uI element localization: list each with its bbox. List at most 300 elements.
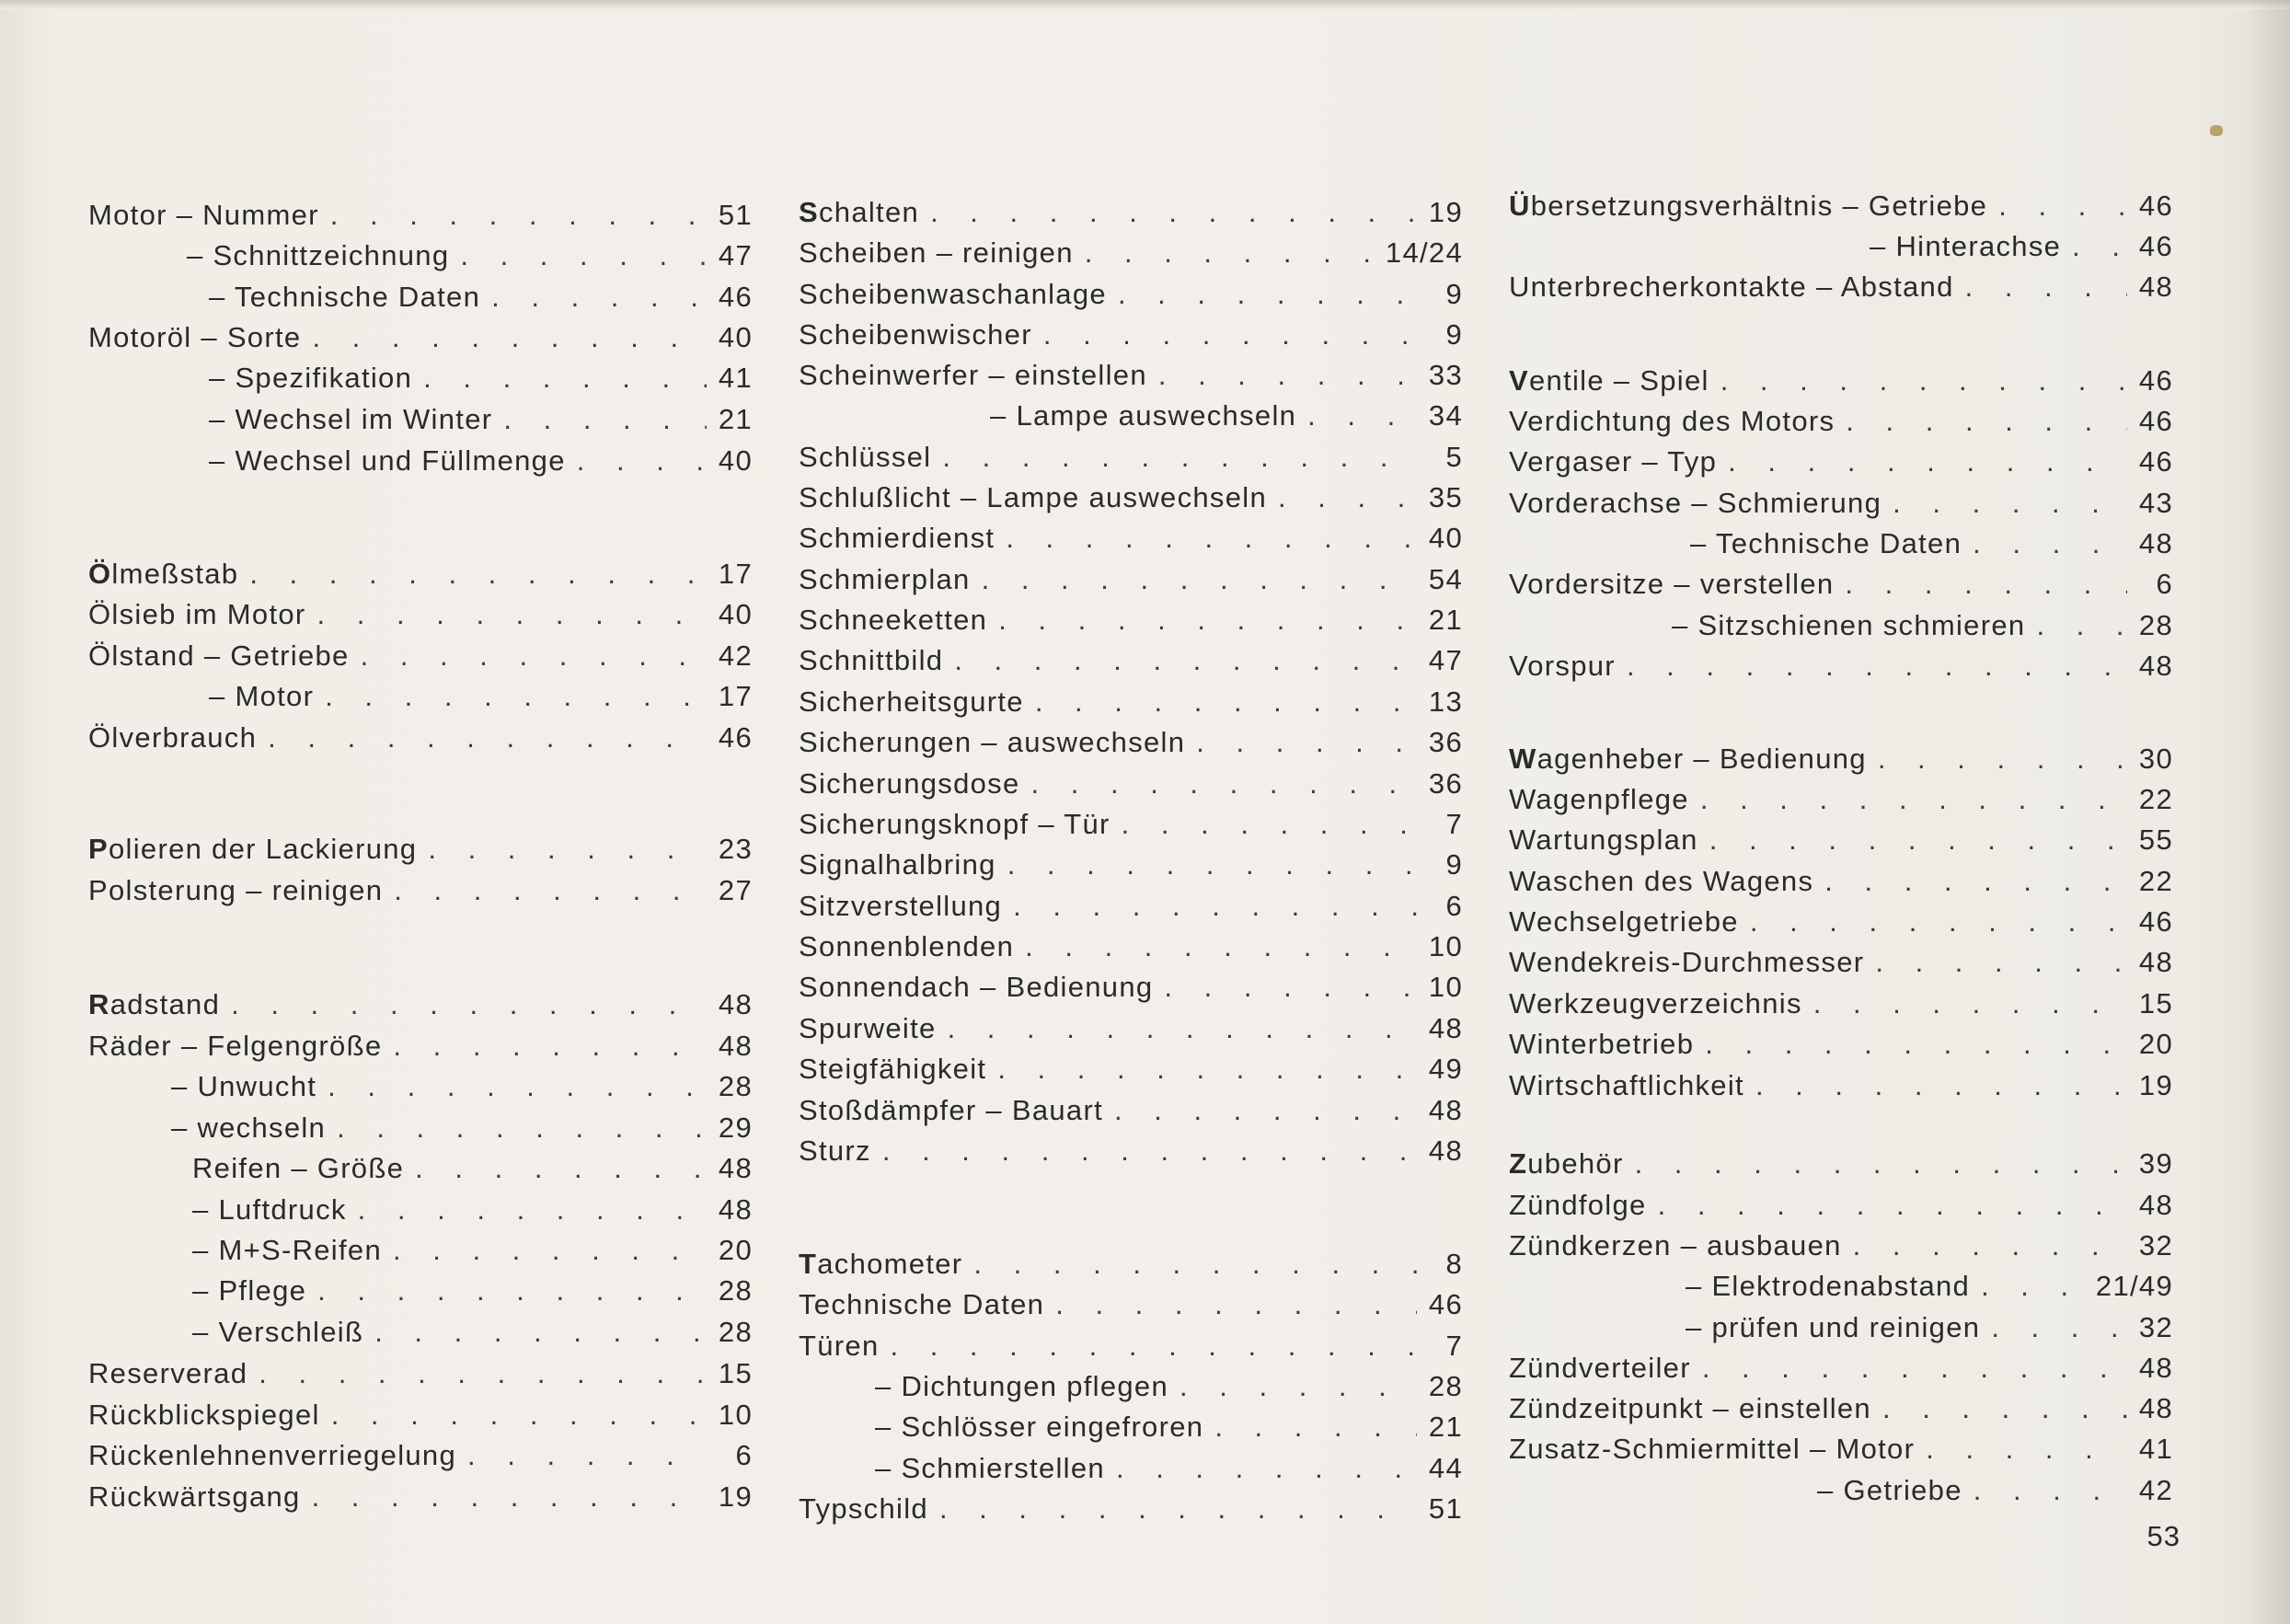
index-entry — [799, 1330, 1463, 1370]
index-entry-page: 48 — [2138, 1352, 2173, 1384]
dot-leader — [1991, 1311, 2127, 1344]
dot-leader — [1180, 1370, 1417, 1403]
index-entry-label — [88, 833, 417, 866]
index-entry-text: Rückblickspiegel — [88, 1399, 320, 1431]
index-entry-label — [192, 1234, 382, 1267]
index-entry-text: – Technische Daten — [209, 281, 481, 313]
index-entry-page: 39 — [2138, 1147, 2173, 1180]
index-entry-label — [187, 239, 449, 272]
index-entry-page: 47 — [1428, 644, 1463, 676]
index-letter-initial: S — [799, 196, 819, 228]
dot-leader — [1031, 767, 1417, 800]
index-entry-label — [1509, 824, 1698, 857]
index-entry-label — [1870, 230, 2061, 263]
index-entry-label — [1509, 568, 1834, 601]
index-entry-label — [88, 1357, 247, 1390]
index-entry-label — [88, 1439, 456, 1472]
index-entry-page: 40 — [718, 321, 753, 353]
index-entry-text: Schmierplan — [799, 563, 971, 595]
dot-leader — [393, 1030, 707, 1063]
index-entry-label — [799, 1012, 937, 1045]
index-entry-label — [799, 1248, 962, 1281]
index-entry-text: – Schmierstellen — [875, 1452, 1105, 1484]
index-entry-page: 46 — [718, 281, 753, 313]
index-entry — [990, 399, 1463, 440]
index-entry-page: 40 — [718, 598, 753, 630]
index-entry — [1686, 1270, 2173, 1310]
dot-leader — [954, 644, 1417, 677]
dot-leader — [325, 680, 707, 713]
index-entry-page: 32 — [2138, 1229, 2173, 1261]
dot-leader — [1853, 1229, 2127, 1262]
index-entry-page: 46 — [2138, 445, 2173, 478]
index-entry-text: Ölstand – Getriebe — [88, 639, 350, 672]
index-entry-page: 36 — [1428, 767, 1463, 800]
index-entry-text: – Technische Daten — [1690, 527, 1962, 559]
index-entry — [192, 1193, 753, 1234]
index-entry — [1509, 783, 2173, 824]
index-entry-page: 48 — [2138, 271, 2173, 303]
index-entry-page: 10 — [1428, 971, 1463, 1003]
index-entry-page: 19 — [718, 1480, 753, 1513]
index-entry — [209, 444, 753, 485]
index-entry-label — [1817, 1474, 1962, 1507]
index-entry-text: Vergaser – Typ — [1509, 445, 1718, 478]
dot-leader — [1118, 278, 1417, 311]
index-entry — [88, 874, 753, 915]
index-entry — [1509, 865, 2173, 905]
index-entry-page: 20 — [2138, 1028, 2173, 1060]
dot-leader — [1926, 1433, 2127, 1466]
index-letter-initial: Ö — [88, 558, 112, 590]
index-entry-text: lmeßstab — [111, 558, 239, 590]
index-entry-page: 48 — [2138, 1189, 2173, 1221]
index-entry-label — [88, 721, 257, 754]
index-entry-page: 48 — [718, 1030, 753, 1062]
index-entry-page: 48 — [1428, 1012, 1463, 1044]
index-entry-label — [799, 808, 1110, 841]
dot-leader — [2072, 230, 2127, 263]
index-entry-text: Scheibenwaschanlage — [799, 278, 1107, 310]
index-entry-page: 20 — [718, 1234, 753, 1266]
index-entry-page: 49 — [1428, 1053, 1463, 1085]
dot-leader — [1882, 1392, 2127, 1425]
dot-leader — [1116, 1452, 1417, 1485]
index-entry — [1509, 1352, 2173, 1392]
index-entry-label — [192, 1152, 404, 1185]
index-entry-page: 36 — [1428, 726, 1463, 758]
index-entry-text: entile – Spiel — [1528, 364, 1709, 397]
index-entry — [1509, 1189, 2173, 1229]
index-entry-page: 34 — [1428, 399, 1463, 432]
dot-leader — [1658, 1189, 2127, 1222]
index-entry-text: – wechseln — [171, 1111, 327, 1144]
dot-leader — [1728, 445, 2127, 478]
index-entry-text: Typschild — [799, 1492, 928, 1525]
index-entry-text: Ölsieb im Motor — [88, 598, 306, 630]
index-entry-text: Wirtschaftlichkeit — [1509, 1069, 1744, 1101]
dot-leader — [1875, 946, 2127, 979]
index-entry-page: 10 — [1428, 930, 1463, 962]
index-entry-page: 8 — [1445, 1248, 1463, 1280]
index-entry — [799, 848, 1463, 889]
index-entry — [192, 1316, 753, 1356]
index-entry — [799, 890, 1463, 930]
dot-leader — [1006, 522, 1417, 555]
index-entry-text: Motoröl – Sorte — [88, 321, 302, 353]
index-entry — [88, 199, 753, 239]
dot-leader — [1007, 848, 1417, 881]
index-entry-text: Zündverteiler — [1509, 1352, 1691, 1384]
index-entry-page: 7 — [1445, 808, 1463, 840]
index-entry-text: Vorderachse – Schmierung — [1509, 487, 1882, 519]
index-entry-text: – Schnittzeichnung — [187, 239, 450, 271]
index-entry-page: 46 — [2138, 364, 2173, 397]
index-entry-page: 47 — [718, 239, 753, 271]
dot-leader — [1025, 930, 1417, 963]
index-entry — [799, 1288, 1463, 1329]
index-entry-text: Vordersitze – verstellen — [1509, 568, 1835, 600]
index-entry-page: 48 — [2138, 650, 2173, 682]
index-letter-initial: P — [88, 833, 109, 865]
index-letter-initial: T — [799, 1248, 818, 1280]
index-entry — [1509, 405, 2173, 445]
index-entry-label — [88, 598, 306, 631]
index-entry-text: Zusatz-Schmiermittel – Motor — [1509, 1433, 1916, 1465]
index-entry-label — [171, 1111, 326, 1145]
index-entry — [88, 598, 753, 639]
index-entry — [88, 988, 753, 1029]
index-entry-text: Unterbrecherkontakte – Abstand — [1509, 271, 1954, 303]
index-entry-label — [1509, 1069, 1744, 1102]
index-entry-label — [192, 1316, 363, 1349]
index-entry-page: 48 — [718, 1193, 753, 1226]
index-entry — [1817, 1474, 2173, 1515]
index-entry-text: – Elektrodenabstand — [1686, 1270, 1971, 1302]
index-entry — [1686, 1311, 2173, 1352]
index-entry-text: Rückwärtsgang — [88, 1480, 301, 1513]
dot-leader — [1035, 685, 1417, 719]
dot-leader — [1635, 1147, 2127, 1181]
index-entry-label — [192, 1274, 306, 1307]
index-entry — [187, 239, 753, 280]
index-entry-text: Werkzeugverzeichnis — [1509, 987, 1802, 1019]
index-entry-label — [171, 1070, 316, 1103]
index-letter-initial: W — [1509, 743, 1537, 775]
dot-leader — [393, 1234, 707, 1267]
index-entry — [1509, 1392, 2173, 1433]
index-entry-label — [88, 321, 301, 354]
index-entry — [88, 1439, 753, 1480]
index-entry-text: – M+S-Reifen — [192, 1234, 382, 1266]
index-entry-text: Steigfähigkeit — [799, 1053, 987, 1085]
index-entry-label — [799, 481, 1267, 514]
index-entry-label — [1509, 1433, 1915, 1466]
index-entry-label — [799, 1288, 1044, 1321]
dot-leader — [337, 1111, 707, 1145]
index-entry-label — [1509, 364, 1709, 397]
index-entry-text: – Wechsel im Winter — [209, 403, 493, 435]
dot-leader — [1122, 808, 1417, 841]
index-entry-label — [88, 1399, 320, 1432]
index-entry-label — [799, 644, 943, 677]
index-entry-label — [1509, 1147, 1624, 1181]
dot-leader — [1085, 236, 1376, 270]
dot-leader — [577, 444, 707, 478]
index-entry-page: 19 — [1428, 196, 1463, 228]
index-entry — [1509, 190, 2173, 230]
index-entry-page: 19 — [2138, 1069, 2173, 1101]
index-entry-label — [799, 890, 1002, 923]
index-entry — [1509, 1028, 2173, 1068]
index-entry-page: 30 — [2138, 743, 2173, 775]
dot-leader — [939, 1492, 1417, 1526]
index-entry-page: 9 — [1445, 278, 1463, 310]
dot-leader — [358, 1193, 707, 1227]
index-entry — [88, 833, 753, 873]
dot-leader — [1055, 1288, 1417, 1321]
index-entry-page: 27 — [718, 874, 753, 906]
index-entry-text: – Unwucht — [171, 1070, 317, 1102]
index-entry-label — [1509, 783, 1689, 816]
index-entry-text: Technische Daten — [799, 1288, 1045, 1320]
index-entry-label — [209, 281, 480, 314]
dot-leader — [948, 1012, 1417, 1045]
dot-leader — [1158, 359, 1417, 392]
dot-leader — [415, 1152, 707, 1185]
index-entry — [1509, 568, 2173, 608]
dot-leader — [982, 563, 1417, 596]
index-entry — [799, 359, 1463, 399]
index-entry — [799, 808, 1463, 848]
index-entry-page: 48 — [1428, 1134, 1463, 1167]
index-entry-label — [1509, 445, 1717, 478]
index-entry-text: – Hinterachse — [1870, 230, 2062, 262]
index-entry-label — [88, 639, 350, 673]
index-entry-label — [1509, 1392, 1871, 1425]
index-entry-page: 28 — [2138, 609, 2173, 641]
index-entry-label — [1672, 609, 2025, 642]
index-entry — [192, 1234, 753, 1274]
index-entry — [799, 522, 1463, 562]
index-column-u-z — [1509, 0, 2173, 1624]
index-entry-label — [1686, 1270, 1970, 1303]
index-entry — [799, 1492, 1463, 1533]
index-letter-initial: R — [88, 988, 110, 1020]
dot-leader — [361, 639, 707, 673]
dot-leader — [1700, 783, 2127, 816]
index-entry — [1509, 905, 2173, 946]
index-entry-text: Sonnenblenden — [799, 930, 1015, 962]
index-entry-text: Wendekreis-Durchmesser — [1509, 946, 1865, 978]
index-entry-text: – Spezifikation — [209, 362, 413, 394]
dot-leader — [1214, 1411, 1417, 1444]
index-entry-page: 6 — [2156, 568, 2173, 600]
index-entry — [1509, 743, 2173, 783]
index-entry-page: 9 — [1445, 848, 1463, 881]
index-entry-label — [1690, 527, 1962, 560]
dot-leader — [1846, 405, 2127, 438]
dot-leader — [423, 362, 707, 395]
index-entry-label — [799, 441, 931, 474]
index-entry-label — [799, 1134, 871, 1168]
index-entry-text: – Verschleiß — [192, 1316, 364, 1348]
index-entry — [88, 1480, 753, 1521]
index-entry-text: Waschen des Wagens — [1509, 865, 1814, 897]
dot-leader — [428, 833, 707, 866]
dot-leader — [259, 1357, 707, 1390]
index-entry — [799, 563, 1463, 604]
dot-leader — [942, 441, 1417, 474]
index-entry-text: Scheiben – reinigen — [799, 236, 1074, 269]
index-entry-label — [1509, 743, 1867, 776]
index-entry-label — [88, 199, 319, 232]
index-entry — [799, 1248, 1463, 1288]
index-entry — [799, 236, 1463, 277]
index-entry-page: 10 — [718, 1399, 753, 1431]
index-entry-text: Wagenpflege — [1509, 783, 1689, 815]
index-entry-text: – Luftdruck — [192, 1193, 347, 1226]
index-entry-label — [799, 1094, 1103, 1127]
index-entry-label — [209, 403, 492, 436]
index-entry-page: 21 — [718, 403, 753, 435]
index-entry-label — [209, 362, 412, 395]
index-entry — [88, 1399, 753, 1439]
index-entry-text: – Getriebe — [1817, 1474, 1962, 1506]
index-column-r-through-m — [88, 0, 753, 1624]
index-entry-label — [88, 988, 220, 1021]
dot-leader — [331, 1399, 707, 1432]
index-entry — [88, 558, 753, 598]
index-entry-text: Schlußlicht – Lampe auswechseln — [799, 481, 1267, 513]
index-entry — [1509, 1229, 2173, 1270]
dot-leader — [1755, 1069, 2127, 1102]
index-entry — [1509, 1433, 2173, 1473]
index-entry-page: 51 — [718, 199, 753, 231]
index-entry-text: Wartungsplan — [1509, 824, 1698, 856]
dot-leader — [890, 1330, 1417, 1363]
index-entry-text: Sicherheitsgurte — [799, 685, 1024, 718]
index-entry-label — [799, 522, 995, 555]
index-entry-text: Stoßdämpfer – Bauart — [799, 1094, 1103, 1126]
index-entry-label — [799, 278, 1107, 311]
dot-leader — [268, 721, 707, 754]
index-entry-text: – Lampe auswechseln — [990, 399, 1297, 432]
index-entry-text: Sitzverstellung — [799, 890, 1003, 922]
index-entry — [799, 930, 1463, 971]
dot-leader — [249, 558, 707, 591]
index-entry — [1870, 230, 2173, 271]
index-entry-page: 32 — [2138, 1311, 2173, 1343]
index-entry — [1509, 946, 2173, 986]
index-entry — [799, 971, 1463, 1011]
index-entry — [88, 1030, 753, 1070]
index-entry-page: 44 — [1428, 1452, 1463, 1484]
dot-leader — [1981, 1270, 2087, 1303]
dot-leader — [1013, 890, 1417, 923]
dot-leader — [317, 598, 707, 631]
index-entry-text: Schlüssel — [799, 441, 932, 473]
index-entry — [209, 403, 753, 443]
dot-leader — [1750, 905, 2127, 939]
index-entry-label — [1509, 1352, 1691, 1385]
index-entry-label — [799, 236, 1074, 270]
index-entry-page: 41 — [718, 362, 753, 394]
index-entry — [88, 721, 753, 762]
index-entry-text: agenheber – Bedienung — [1536, 743, 1867, 775]
index-entry — [799, 1094, 1463, 1134]
index-entry-text: Sonnendach – Bedienung — [799, 971, 1154, 1003]
dot-leader — [973, 1248, 1417, 1281]
index-entry — [1509, 650, 2173, 690]
index-entry-label — [799, 1053, 986, 1086]
index-entry-page: 6 — [1445, 890, 1463, 922]
index-entry — [799, 318, 1463, 359]
index-entry-label — [1509, 1189, 1647, 1222]
index-entry-label — [799, 930, 1014, 963]
index-entry-page: 6 — [735, 1439, 753, 1471]
dot-leader — [1114, 1094, 1417, 1127]
index-entry-text: Reifen – Größe — [192, 1152, 405, 1184]
index-letter-initial: V — [1509, 364, 1529, 397]
index-entry-text: ubehör — [1527, 1147, 1624, 1180]
index-entry-label — [88, 1030, 382, 1063]
index-entry-label — [1509, 987, 1802, 1020]
dot-leader — [1973, 527, 2127, 560]
dot-leader — [330, 199, 707, 232]
index-entry-page: 46 — [1428, 1288, 1463, 1320]
index-entry-text: Schmierdienst — [799, 522, 995, 554]
index-entry — [875, 1370, 1463, 1411]
index-entry-page: 40 — [1428, 522, 1463, 554]
index-entry-label — [1509, 1229, 1842, 1262]
index-entry-label — [1509, 487, 1881, 520]
index-entry — [192, 1274, 753, 1315]
dot-leader — [1720, 364, 2127, 397]
index-entry-label — [799, 971, 1153, 1004]
index-entry-label — [799, 604, 987, 637]
index-entry-label — [875, 1452, 1105, 1485]
index-entry-page: 46 — [2138, 230, 2173, 262]
index-entry-label — [1509, 905, 1739, 939]
index-entry-text: – Schlösser eingefroren — [875, 1411, 1204, 1443]
index-entry-label — [88, 874, 383, 907]
index-entry-page: 46 — [2138, 405, 2173, 437]
index-entry-text: Ölverbrauch — [88, 721, 258, 754]
index-entry-page: 28 — [1428, 1370, 1463, 1402]
index-entry — [1509, 824, 2173, 864]
index-entry-page: 33 — [1428, 359, 1463, 391]
index-entry-text: Schneeketten — [799, 604, 988, 636]
index-entry-label — [799, 848, 996, 881]
index-entry-page: 48 — [718, 988, 753, 1020]
index-entry-page: 21 — [1428, 1411, 1463, 1443]
index-entry-text: Räder – Felgengröße — [88, 1030, 383, 1062]
index-entry-label — [192, 1193, 347, 1227]
index-entry — [88, 639, 753, 680]
dot-leader — [998, 604, 1417, 637]
index-entry — [209, 362, 753, 402]
index-entry — [209, 680, 753, 720]
index-entry-page: 17 — [718, 680, 753, 712]
index-entry-label — [875, 1370, 1168, 1403]
dot-leader — [1845, 568, 2127, 601]
index-entry — [799, 278, 1463, 318]
index-entry-text: Signalhalbring — [799, 848, 996, 881]
index-entry-label — [1509, 405, 1835, 438]
index-entry-page: 40 — [718, 444, 753, 477]
index-entry — [875, 1452, 1463, 1492]
